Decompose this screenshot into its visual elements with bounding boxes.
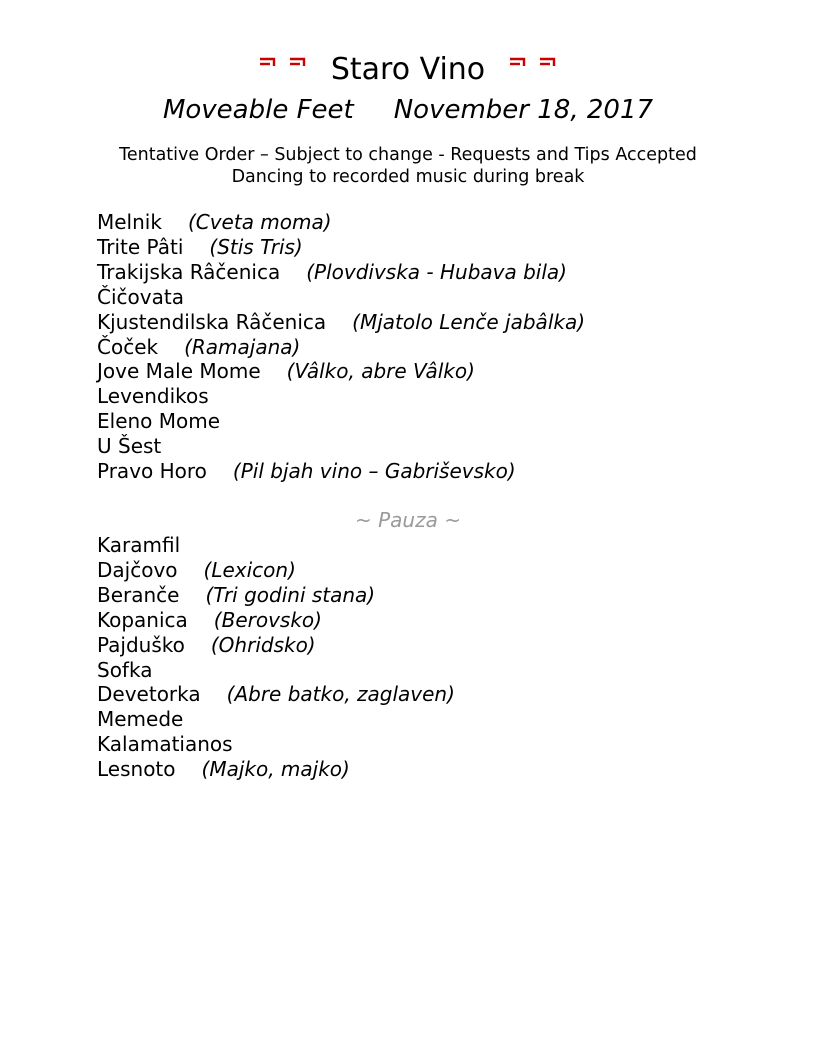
dance-name: Čičovata: [97, 284, 184, 309]
set-list-second: [97, 533, 455, 782]
song-title: (Berovsko): [213, 607, 322, 632]
song-title: (Cveta moma): [187, 210, 332, 234]
dance-item: [97, 409, 585, 434]
dance-name: Sofka: [97, 657, 153, 682]
dance-item: [97, 459, 585, 484]
dance-name: Beranče: [97, 582, 180, 607]
dance-item: [97, 757, 455, 782]
dance-item: [97, 732, 455, 757]
dance-item: [97, 359, 585, 384]
song-title: (Mjatolo Lenče jabâlka): [352, 309, 586, 334]
dance-name: Dajčovo: [97, 557, 178, 582]
subtitle-row: [0, 92, 816, 128]
dance-name: Lesnoto: [97, 757, 176, 782]
song-title: (Stis Tris): [209, 234, 303, 259]
song-title: (Vâlko, abre Vâlko): [286, 359, 475, 384]
notes-line-2: Dancing to recorded music during break: [231, 167, 585, 187]
dance-item: [97, 558, 455, 583]
dance-item: [97, 235, 585, 260]
band-title: Staro Vino: [330, 52, 486, 87]
dance-name: Kjustendilska Râčenica: [97, 309, 327, 334]
dance-name: U Šest: [97, 434, 162, 459]
set-list-first: [97, 210, 585, 484]
dance-item: [97, 310, 585, 335]
dance-item: [97, 533, 455, 558]
event-name: Moveable Feet: [162, 95, 354, 125]
red-double-bar-ornament-icon: [257, 54, 309, 70]
dance-name: Melnik: [97, 210, 162, 234]
dance-item: [97, 682, 455, 707]
dance-item: [97, 335, 585, 360]
song-title: (Abre batko, zaglaven): [226, 682, 455, 707]
song-title: (Ramajana): [184, 334, 301, 359]
dance-name: Trakijska Râčenica: [97, 259, 281, 284]
dance-item: [97, 707, 455, 732]
dance-name: Pravo Horo: [97, 459, 207, 484]
ornament-right: [507, 54, 559, 74]
dance-name: Čoček: [97, 334, 159, 359]
dance-name: Karamfil: [97, 533, 181, 557]
dance-name: Trite Pâti: [97, 234, 184, 259]
song-title: (Lexicon): [203, 557, 296, 582]
dance-name: Pajduško: [97, 632, 185, 657]
dance-name: Levendikos: [97, 384, 209, 409]
title-row: [0, 50, 816, 90]
event-date: November 18, 2017: [393, 95, 654, 125]
dance-item: [97, 434, 585, 459]
notes: [0, 144, 816, 188]
pause-divider: ~ Pauza ~: [355, 508, 461, 532]
dance-name: Kalamatianos: [97, 732, 233, 757]
dance-item: [97, 384, 585, 409]
dance-item: [97, 210, 585, 235]
dance-item: [97, 260, 585, 285]
dance-item: [97, 285, 585, 310]
dance-item: [97, 633, 455, 658]
dance-item: [97, 658, 455, 683]
ornament-left: [257, 54, 309, 74]
dance-name: Devetorka: [97, 682, 201, 707]
dance-name: Eleno Mome: [97, 409, 221, 434]
red-double-bar-ornament-icon: [507, 54, 559, 70]
song-title: (Plovdivska - Hubava bila): [306, 259, 567, 284]
song-title: (Ohridsko): [210, 632, 316, 657]
dance-name: Memede: [97, 707, 184, 732]
song-title: (Majko, majko): [201, 757, 350, 782]
song-title: (Pil bjah vino – Gabriševsko): [232, 459, 516, 484]
song-title: (Tri godini stana): [205, 582, 376, 607]
dance-item: [97, 608, 455, 633]
dance-name: Kopanica: [97, 607, 188, 632]
notes-line-1: Tentative Order – Subject to change - Requests and Tips Accepted: [119, 145, 697, 165]
dance-item: [97, 583, 455, 608]
dance-name: Jove Male Mome: [97, 359, 261, 384]
